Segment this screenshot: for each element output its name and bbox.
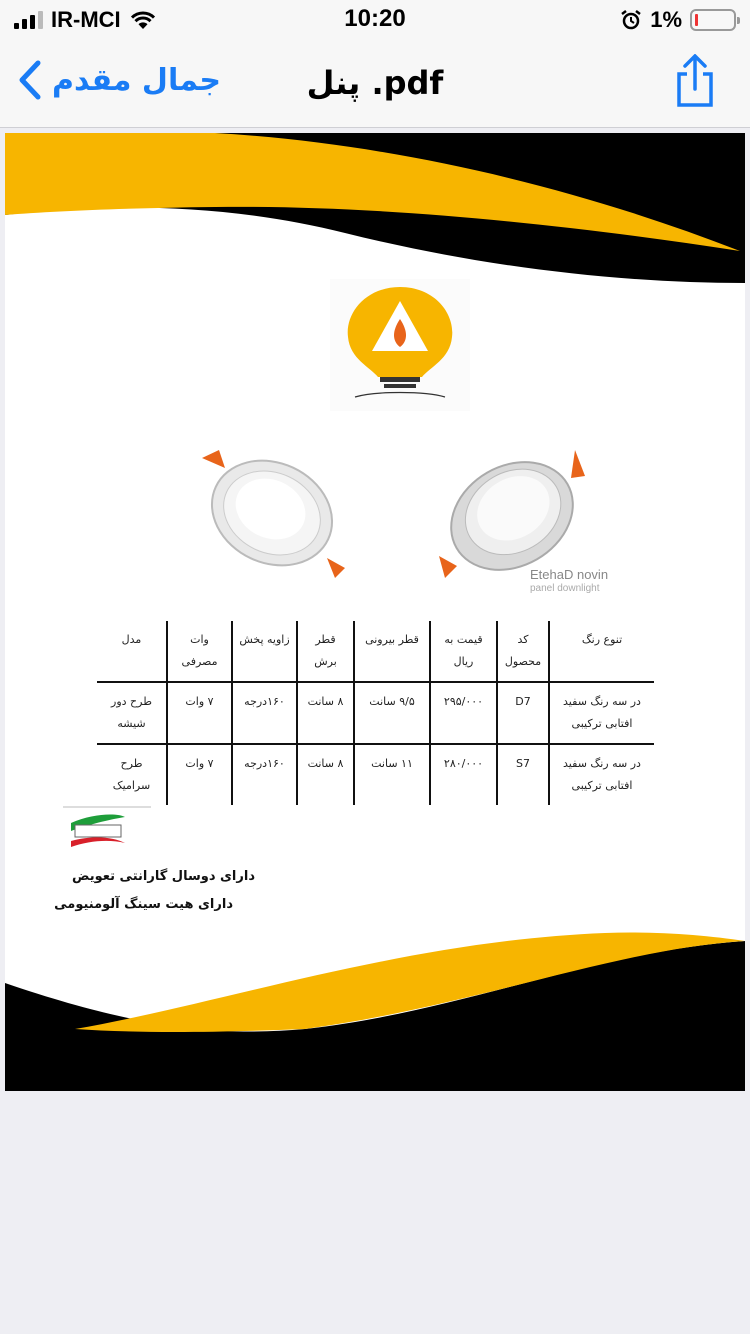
pdf-page[interactable] [5,133,745,1091]
cell-outer: ۱۱ سانت [354,744,430,805]
header-wattage: وات مصرفی [167,621,232,682]
back-label: جمال مقدم [52,62,221,98]
bottom-wave-decoration [5,911,745,1091]
top-wave-decoration [5,133,745,293]
alarm-icon [620,9,642,31]
battery-percent: 1% [650,7,682,32]
header-beam-angle: زاویه پخش [232,621,297,682]
cell-angle: ۱۶۰درجه [232,744,297,805]
navigation-bar [0,40,750,128]
cell-cut: ۸ سانت [297,682,354,744]
status-bar [0,0,750,40]
cell-color: در سه رنگ سفید افتابی ترکیبی [549,744,654,805]
cell-model: طرح سرامیک [112,757,151,792]
carrier-name: IR-MCI [51,7,121,32]
header-code: کد محصول [497,621,549,682]
cell-cut: ۸ سانت [297,744,354,805]
cell-watt: ۷ وات [167,682,232,744]
header-price: قیمت به ریال [430,621,497,682]
clock: 10:20 [344,5,406,32]
cell-price: ۲۸۰/۰۰۰ [430,744,497,805]
cell-code: D7 [497,682,549,744]
cell-price: ۲۹۵/۰۰۰ [430,682,497,744]
share-icon [674,54,716,108]
cell-watt: ۷ وات [167,744,232,805]
glass-panel-light-image [197,438,347,588]
header-model: مدل [121,633,142,646]
feature-warranty: دارای دوسال گارانتی تعویض [72,869,255,884]
cell-code: S7 [497,744,549,805]
brand-watermark: EtehaD novin panel downlight [530,567,609,594]
table-row [97,744,654,805]
document-title: پنل .pdf [306,64,444,102]
header-color: تنوع رنگ [549,621,654,682]
header-cut-diameter: قطر برش [297,621,354,682]
ceramic-panel-light-image [437,438,587,588]
cell-angle: ۱۶۰درجه [232,682,297,744]
cell-outer: ۹/۵ سانت [354,682,430,744]
header-outer-diameter: قطر بیرونی [354,621,430,682]
battery-icon [690,9,736,31]
iranian-product-logo [63,805,151,851]
table-row [97,682,654,744]
cell-model: طرح دور شیشه [111,695,152,730]
table-header-row [97,621,654,682]
feature-heatsink: دارای هیت سینگ آلومنیومی [54,897,233,912]
company-logo [330,279,470,411]
cell-color: در سه رنگ سفید افتابی ترکیبی [549,682,654,744]
specifications-table [97,621,654,805]
share-button[interactable] [674,54,716,112]
